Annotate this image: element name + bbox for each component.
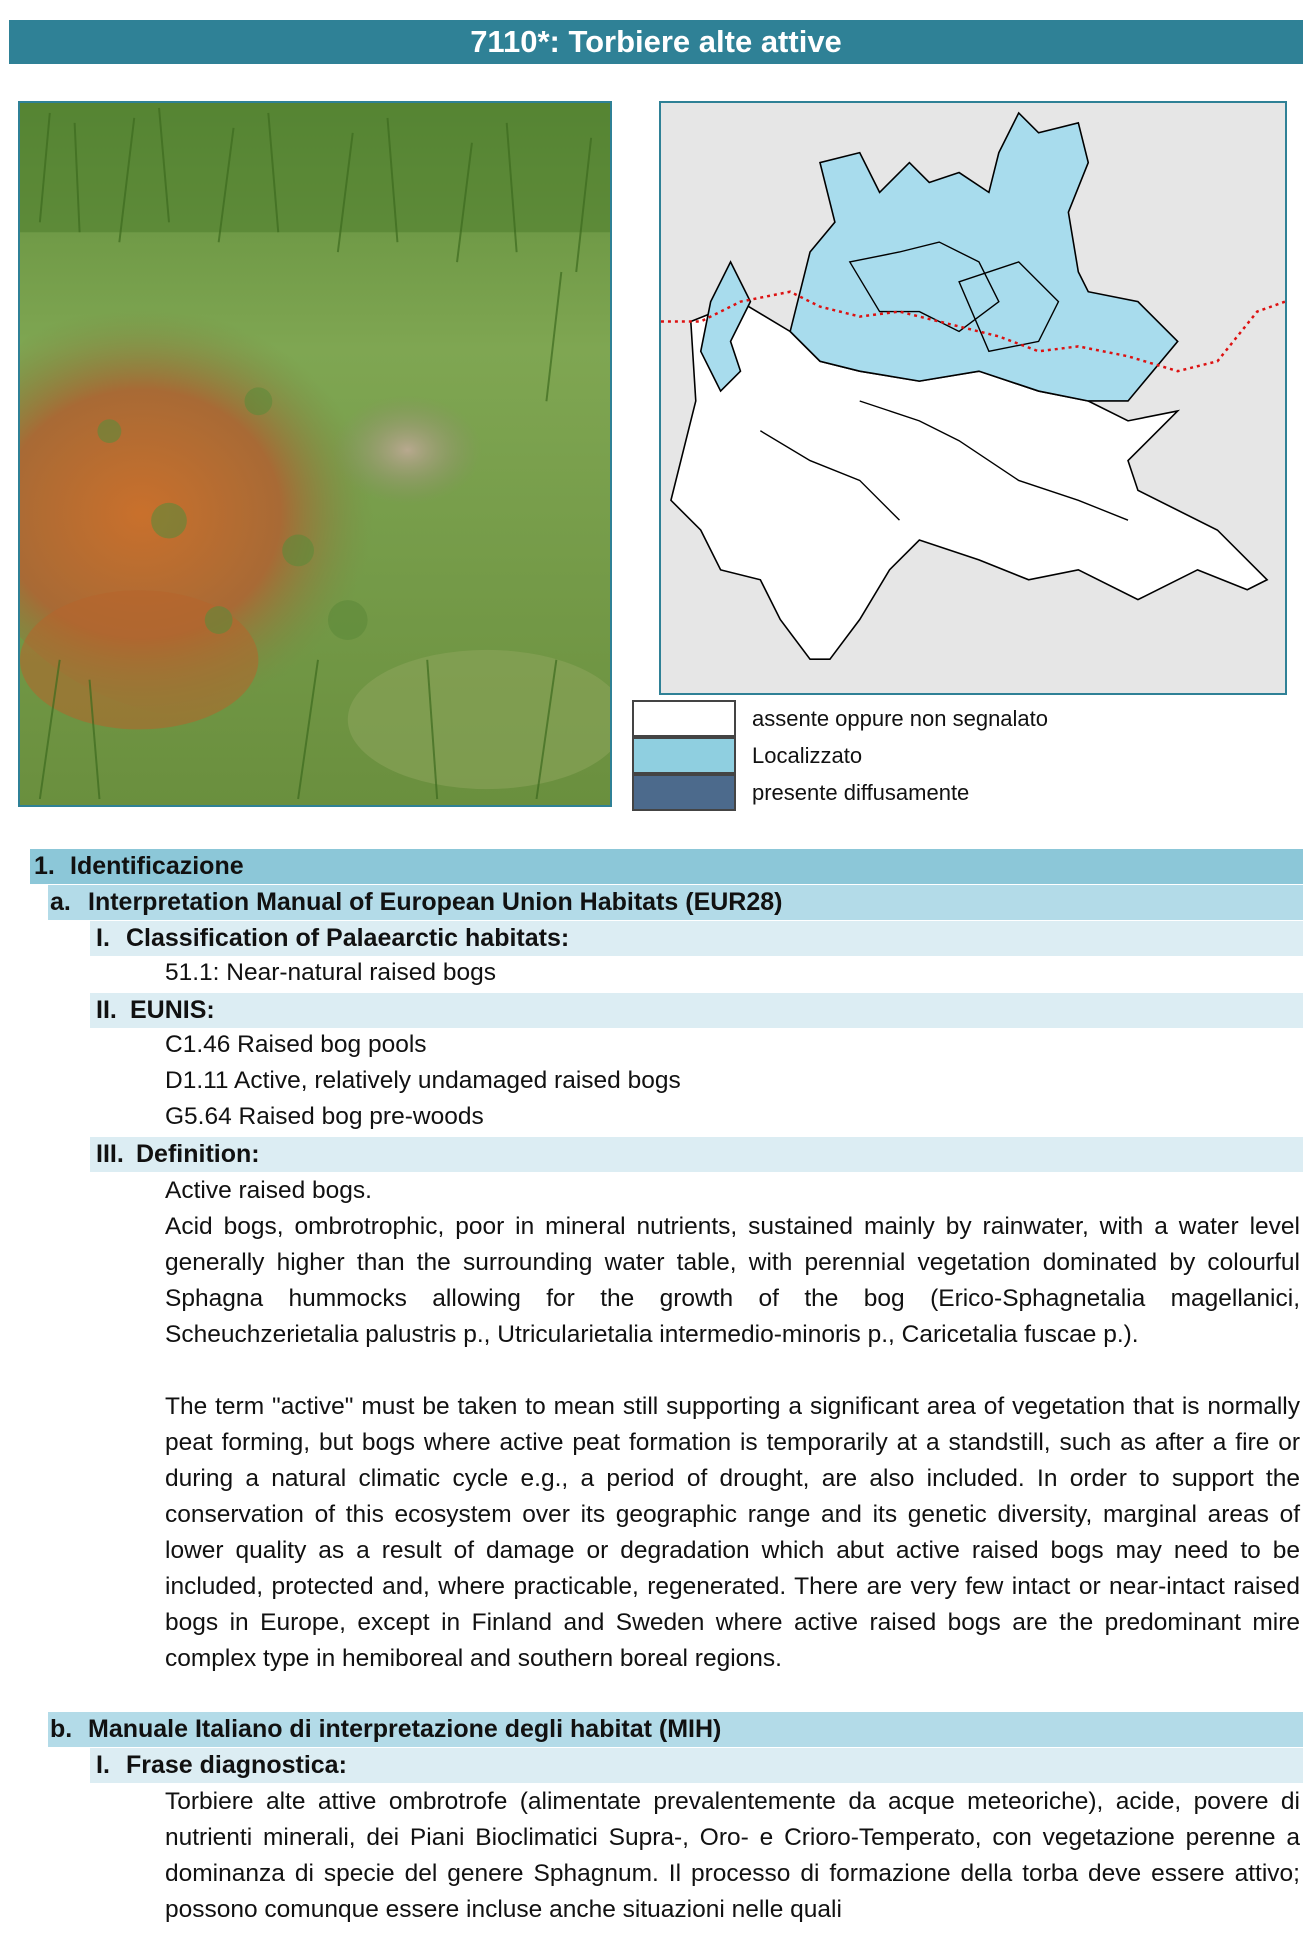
legend-label: presente diffusamente (752, 779, 970, 805)
habitat-photo (18, 101, 612, 807)
subheading-classification: I. Classification of Palaearctic habitats: (90, 921, 1303, 956)
legend-swatch-lightblue (632, 737, 736, 774)
legend-swatch-white (632, 700, 736, 737)
distribution-map (659, 101, 1287, 695)
definition-paragraph: The term "active" must be taken to mean still supporting a significant area of vegetation that is normally peat forming, but bogs where active peat formation is temporarily at a standstill, such as after a fire or during a natural climatic cycle e.g., a period of drought, are also included. In order to support the conservation of this ecosystem over its geographic range and its genetic diversity, marginal areas of lower quality as a result of damage or degradation which abut active raised bogs may need to be included, protected and, where practicable, regenerated. There are very few intact or near-intact raised bogs in Europe, except in Finland and Sweden where active raised bogs are the predominant mire complex type in hemiboreal and southern boreal regions. (165, 1393, 1300, 1672)
legend-item-widespread (632, 774, 1192, 811)
legend-label: assente oppure non segnalato (752, 705, 1049, 731)
subheading-frase-diagnostica: I. Frase diagnostica: (90, 1748, 1303, 1783)
definition-paragraph: Acid bogs, ombrotrophic, poor in mineral nutrients, sustained mainly by rainwater, with a water level generally higher than the surrounding water table, with perennial vegetation dominated by colourful Sphagna hummocks allowing for the growth of the bog (Erico-Sphagnetalia magellanici, Scheuchzerietalia palustris p., Utricularietalia intermedio-minoris p., Caricetalia fuscae p.). (165, 1213, 1300, 1348)
legend-item-localized (632, 737, 1192, 774)
legend-swatch-darkblue (632, 774, 736, 811)
bog-vegetation-image (20, 103, 610, 805)
subsection-heading-eur28: a. Interpretation Manual of European Union Habitats (EUR28) (48, 885, 1303, 920)
classification-item: 51.1: Near-natural raised bogs (165, 959, 496, 986)
subheading-eunis: II. EUNIS: (90, 993, 1303, 1028)
eunis-item: G5.64 Raised bog pre-woods (165, 1103, 484, 1130)
region-map-image (661, 103, 1285, 693)
eunis-item: D1.11 Active, relatively undamaged raised bogs (165, 1067, 681, 1094)
subheading-definition: III. Definition: (90, 1137, 1303, 1172)
page-title: 7110*: Torbiere alte attive (9, 20, 1303, 64)
legend-label: Localizzato (752, 742, 863, 768)
subsection-heading-mih: b. Manuale Italiano di interpretazione degli habitat (MIH) (48, 1712, 1303, 1747)
legend-item-absent (632, 700, 1192, 737)
section-heading-identificazione: 1. Identificazione (30, 849, 1303, 884)
diagnostic-paragraph: Torbiere alte attive ombrotrofe (alimentate prevalentemente da acque meteoriche), acide, povere di nutrienti minerali, dei Piani Bioclimatici Supra-, Oro- e Crioro-Temperato, con vegetazione perenne a dominanza di specie del genere Sphagnum. Il processo di formazione della torba deve essere attivo; possono comunque essere incluse anche situazioni nelle quali (165, 1788, 1300, 1923)
definition-paragraph: Active raised bogs. (165, 1177, 372, 1204)
eunis-item: C1.46 Raised bog pools (165, 1031, 427, 1058)
